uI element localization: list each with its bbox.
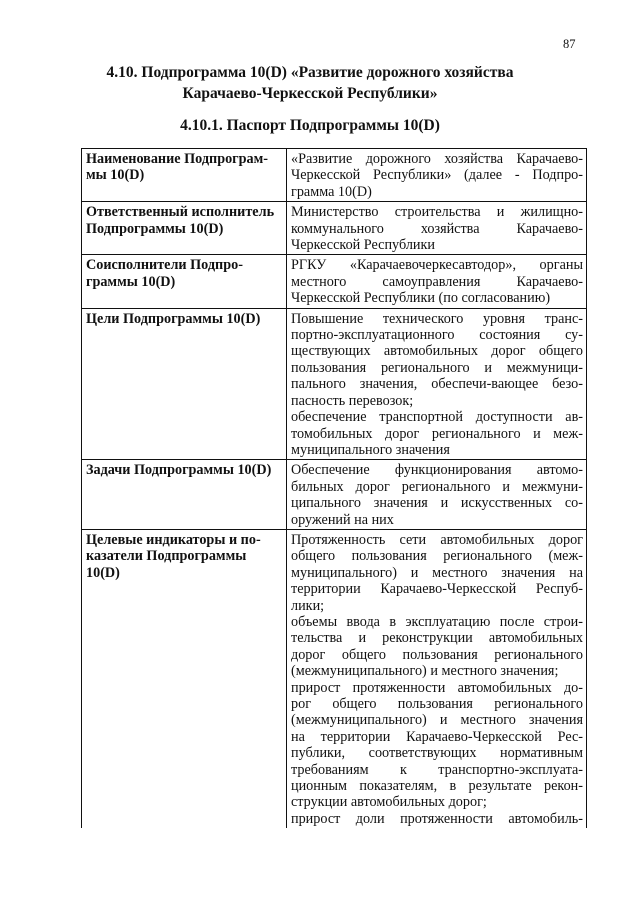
row-value-line: тельства и реконструкции автомобильных [291, 630, 583, 647]
row-value-line: ципального значения и искусственных со- [291, 495, 583, 512]
row-value-line: портно-эксплуатационного состояния су- [291, 327, 583, 344]
row-value-line: лики; [291, 597, 325, 614]
table-row-goals [82, 308, 587, 460]
row-value-line: требованиям к транспортно-эксплуата- [291, 761, 583, 778]
row-value-line: пасность перевозок; [291, 392, 414, 409]
row-value-line: ществующих автомобильных дорог общего [291, 343, 583, 360]
row-value-line: «Развитие дорожного хозяйства Карачаево- [291, 151, 583, 167]
row-value-line: грамма 10(D) [291, 183, 372, 200]
row-label [82, 202, 287, 255]
row-label-line: Подпрограммы 10(D) [86, 220, 224, 237]
row-value [287, 460, 587, 530]
row-value-line: струкции автомобильных дорог; [291, 794, 487, 811]
row-value-line: оружений на них [291, 511, 394, 528]
row-value-line: РГКУ «Карачаевочеркесавтодор», органы [291, 257, 583, 274]
row-label [82, 529, 287, 828]
row-value-line: общего пользования регионального (меж- [291, 548, 583, 565]
row-label [82, 255, 287, 308]
row-value-line: томобильных дорог регионального и меж- [291, 425, 583, 442]
passport-table-body [82, 149, 587, 829]
row-value-line: Министерство строительства и жилищно- [291, 204, 583, 221]
row-label-line: Наименование Подпрограм- [86, 151, 268, 167]
row-value-line: прирост доли протяженности автомобиль- [291, 810, 583, 827]
row-value-line: дорог общего пользования регионального [291, 646, 583, 663]
page-number: 87 [563, 37, 576, 51]
row-value-line: муниципального значения [291, 441, 450, 458]
row-label [82, 460, 287, 530]
row-label [82, 308, 287, 460]
row-label-line: казатели Подпрограммы [86, 548, 247, 565]
row-value-line: (межмуниципального) и местного значения; [291, 663, 559, 680]
row-value-line: публики, соответствующих нормативным [291, 745, 583, 762]
row-value-line: Черкесской Республики» (далее - Подпро- [291, 167, 583, 184]
row-label-line: Цели Подпрограммы 10(D) [86, 310, 261, 327]
subsection-title: 4.10.1. Паспорт Подпрограммы 10(D) [180, 117, 440, 134]
passport-table [81, 148, 587, 828]
row-value-line: объемы ввода в эксплуатацию после строи- [291, 613, 583, 630]
row-value [287, 529, 587, 828]
table-row-responsible [82, 202, 587, 255]
section-title [60, 62, 560, 104]
row-label-line: Соисполнители Подпро- [86, 257, 243, 274]
row-value-line: прирост протяженности автомобильных до- [291, 679, 583, 696]
row-value [287, 308, 587, 460]
row-label-line: Целевые индикаторы и по- [86, 531, 261, 548]
row-label-line: Задачи Подпрограммы 10(D) [86, 462, 272, 479]
row-value [287, 255, 587, 308]
row-value-line: Черкесской Республики [291, 237, 435, 254]
row-value [287, 149, 587, 202]
section-title-line-2: Карачаево-Черкесской Республики» [182, 85, 438, 102]
row-label-line: мы 10(D) [86, 167, 145, 184]
table-row-name [82, 149, 587, 202]
row-value-line: пального значения, обеспечи-вающее безо- [291, 376, 583, 393]
row-value-line: Черкесской Республики (по согласованию) [291, 290, 551, 307]
table-row-indicators [82, 529, 587, 828]
row-label-line: граммы 10(D) [86, 273, 176, 290]
row-value-line: Повышение технического уровня транс- [291, 310, 583, 327]
section-title-line-1: 4.10. Подпрограмма 10(D) «Развитие дорожного хозяйства [106, 64, 514, 81]
row-label [82, 149, 287, 202]
row-value-line: муниципального) и местного значения на [291, 564, 583, 581]
row-value-line: на территории Карачаево-Черкесской Рес- [291, 728, 583, 745]
row-value-line: бильных дорог регионального и межмуни- [291, 478, 583, 495]
row-value-line: местного самоуправления Карачаево- [291, 273, 583, 290]
row-label-line: 10(D) [86, 564, 120, 581]
row-value-line: пользования регионального и межмуници- [291, 359, 583, 376]
table-row-coexecutors [82, 255, 587, 308]
row-value-line: ционным показателям, в результате рекон- [291, 778, 583, 795]
row-value-line: Обеспечение функционирования автомо- [291, 462, 583, 479]
row-label-line: Ответственный исполнитель [86, 204, 275, 221]
table-row-tasks [82, 460, 587, 530]
row-value-line: обеспечение транспортной доступности ав- [291, 409, 583, 426]
row-value-line: (межмуниципального) и местного значения [291, 712, 583, 729]
row-value-line: территории Карачаево-Черкесской Респуб- [291, 581, 583, 598]
row-value-line: Протяженность сети автомобильных дорог [291, 531, 583, 548]
row-value [287, 202, 587, 255]
row-value-line: коммунального хозяйства Карачаево- [291, 220, 583, 237]
row-value-line: рог общего пользования регионального [291, 696, 583, 712]
